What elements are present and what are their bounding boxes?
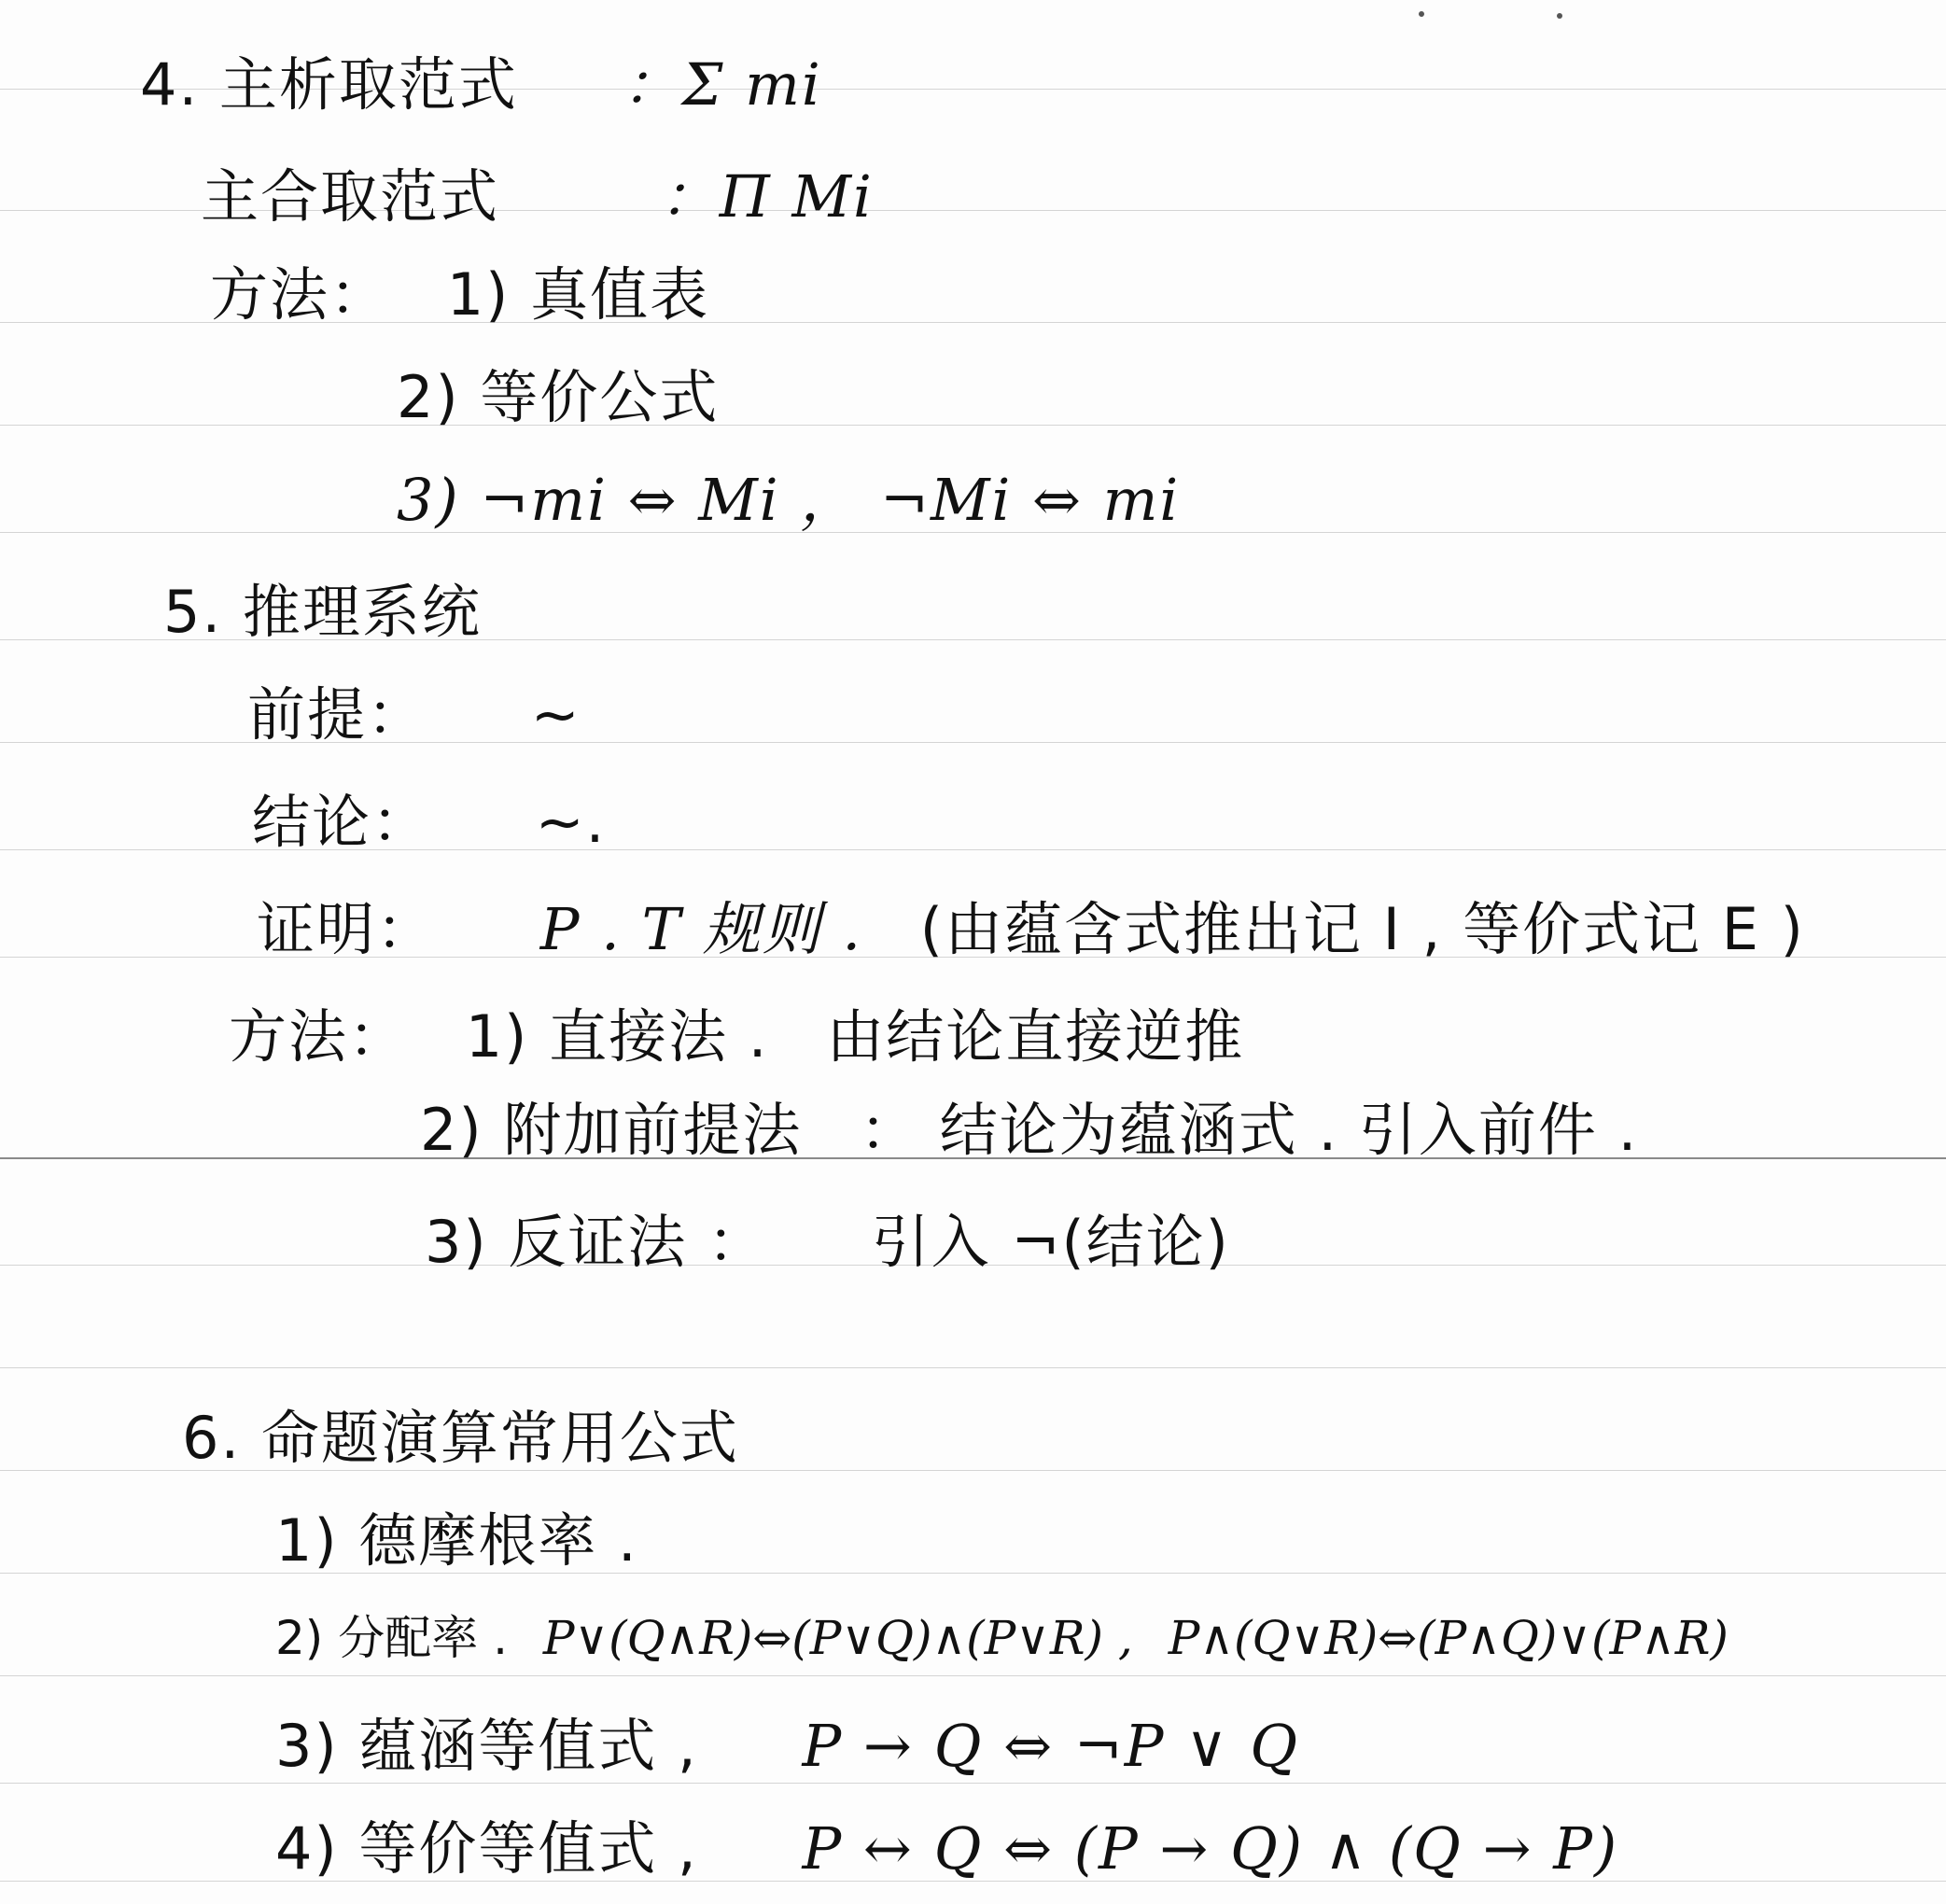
sec5-method-2-note: ： 结论为蕴涵式 . 引入前件 . [860,1096,1639,1164]
sec5-premise-value: ~ [530,680,581,749]
sec5-method-label: 方法： [229,1002,409,1071]
sec4-method-label: 方法： [210,260,390,329]
ruled-line [0,1367,1946,1368]
sec5-conclusion-label: 结论： [252,788,432,856]
sec6-formula-3: P → Q ⇔ ¬P ∨ Q [802,1712,1300,1780]
sec4-method-3-line [397,466,1181,534]
sec6-formula-1-line [275,1506,638,1575]
sec6-formula-4-line [275,1814,1619,1883]
ink-speck [1419,11,1424,17]
sec4-method-line [210,260,710,329]
sec6-formula-3-label: 3) 蕴涵等值式 , [275,1712,698,1780]
ruled-line [0,1783,1946,1784]
sec6-formula-2b: P∧(Q∨R)⇔(P∧Q)∨(P∧R) [1168,1611,1729,1665]
sec6-formula-2-line [275,1611,1729,1665]
sec4-title: 4. 主析取范式 [140,50,518,119]
sec5-method-2: 2) 附加前提法 [420,1096,803,1164]
sec6-formula-4: P ↔ Q ⇔ (P → Q) ∧ (Q → P) [802,1814,1619,1883]
sec4-conj-line [201,162,874,231]
sec4-method-3: 3) ¬mi ⇔ Mi ， ¬Mi ⇔ mi [397,466,1181,534]
sec5-title-line [163,578,482,646]
sec5-proof-value: P . T 规则 . [539,895,863,963]
ruled-line [0,425,1946,426]
sec4-method-2-line [397,363,720,431]
sec5-proof-note: (由蕴含式推出记 I , 等价式记 E ) [919,895,1805,963]
sec6-formula-2a: P∨(Q∧R)⇔(P∨Q)∧(P∨R) , [542,1611,1133,1665]
sec5-method-1-note: 由结论直接逆推 [826,1002,1245,1071]
sec6-title-line [182,1404,739,1472]
sec6-formula-1: 1) 德摩根率 . [275,1506,638,1575]
sec6-formula-3-line [275,1712,1300,1780]
sec5-conclusion-value: ~. [535,788,607,856]
sec5-method-1: 1) 直接法 . [465,1002,769,1071]
sec4-title-formula: ：Σ mi [622,50,822,119]
ink-speck [1557,13,1562,19]
sec6-formula-2-label: 2) 分配率 . [275,1611,508,1665]
sec5-method-line [229,1002,1245,1071]
sec5-proof-label: 证明： [257,895,437,963]
sec4-method-2: 2) 等价公式 [397,363,720,431]
sec6-formula-4-label: 4) 等价等值式 , [275,1814,698,1883]
sec5-method-3-note: 引入 ¬(结论) [871,1208,1230,1276]
sec5-title: 5. 推理系统 [163,578,482,646]
sec5-proof-line [257,895,1805,963]
sec5-premise-line [247,680,581,749]
sec5-premise-label: 前提： [247,680,427,749]
sec4-method-1: 1) 真值表 [446,260,710,329]
sec4-title-line [140,50,822,119]
sec5-method-2-line [420,1096,1639,1164]
sec5-method-3: 3) 反证法 ： [425,1208,768,1276]
sec6-title: 6. 命题演算常用公式 [182,1404,739,1472]
ruled-line [0,1675,1946,1676]
sec5-method-3-line [425,1208,1230,1276]
sec4-conj-label: 主合取范式 [201,162,500,231]
sec4-conj-formula: ：Π Mi [659,162,874,231]
sec5-conclusion-line [252,788,607,856]
